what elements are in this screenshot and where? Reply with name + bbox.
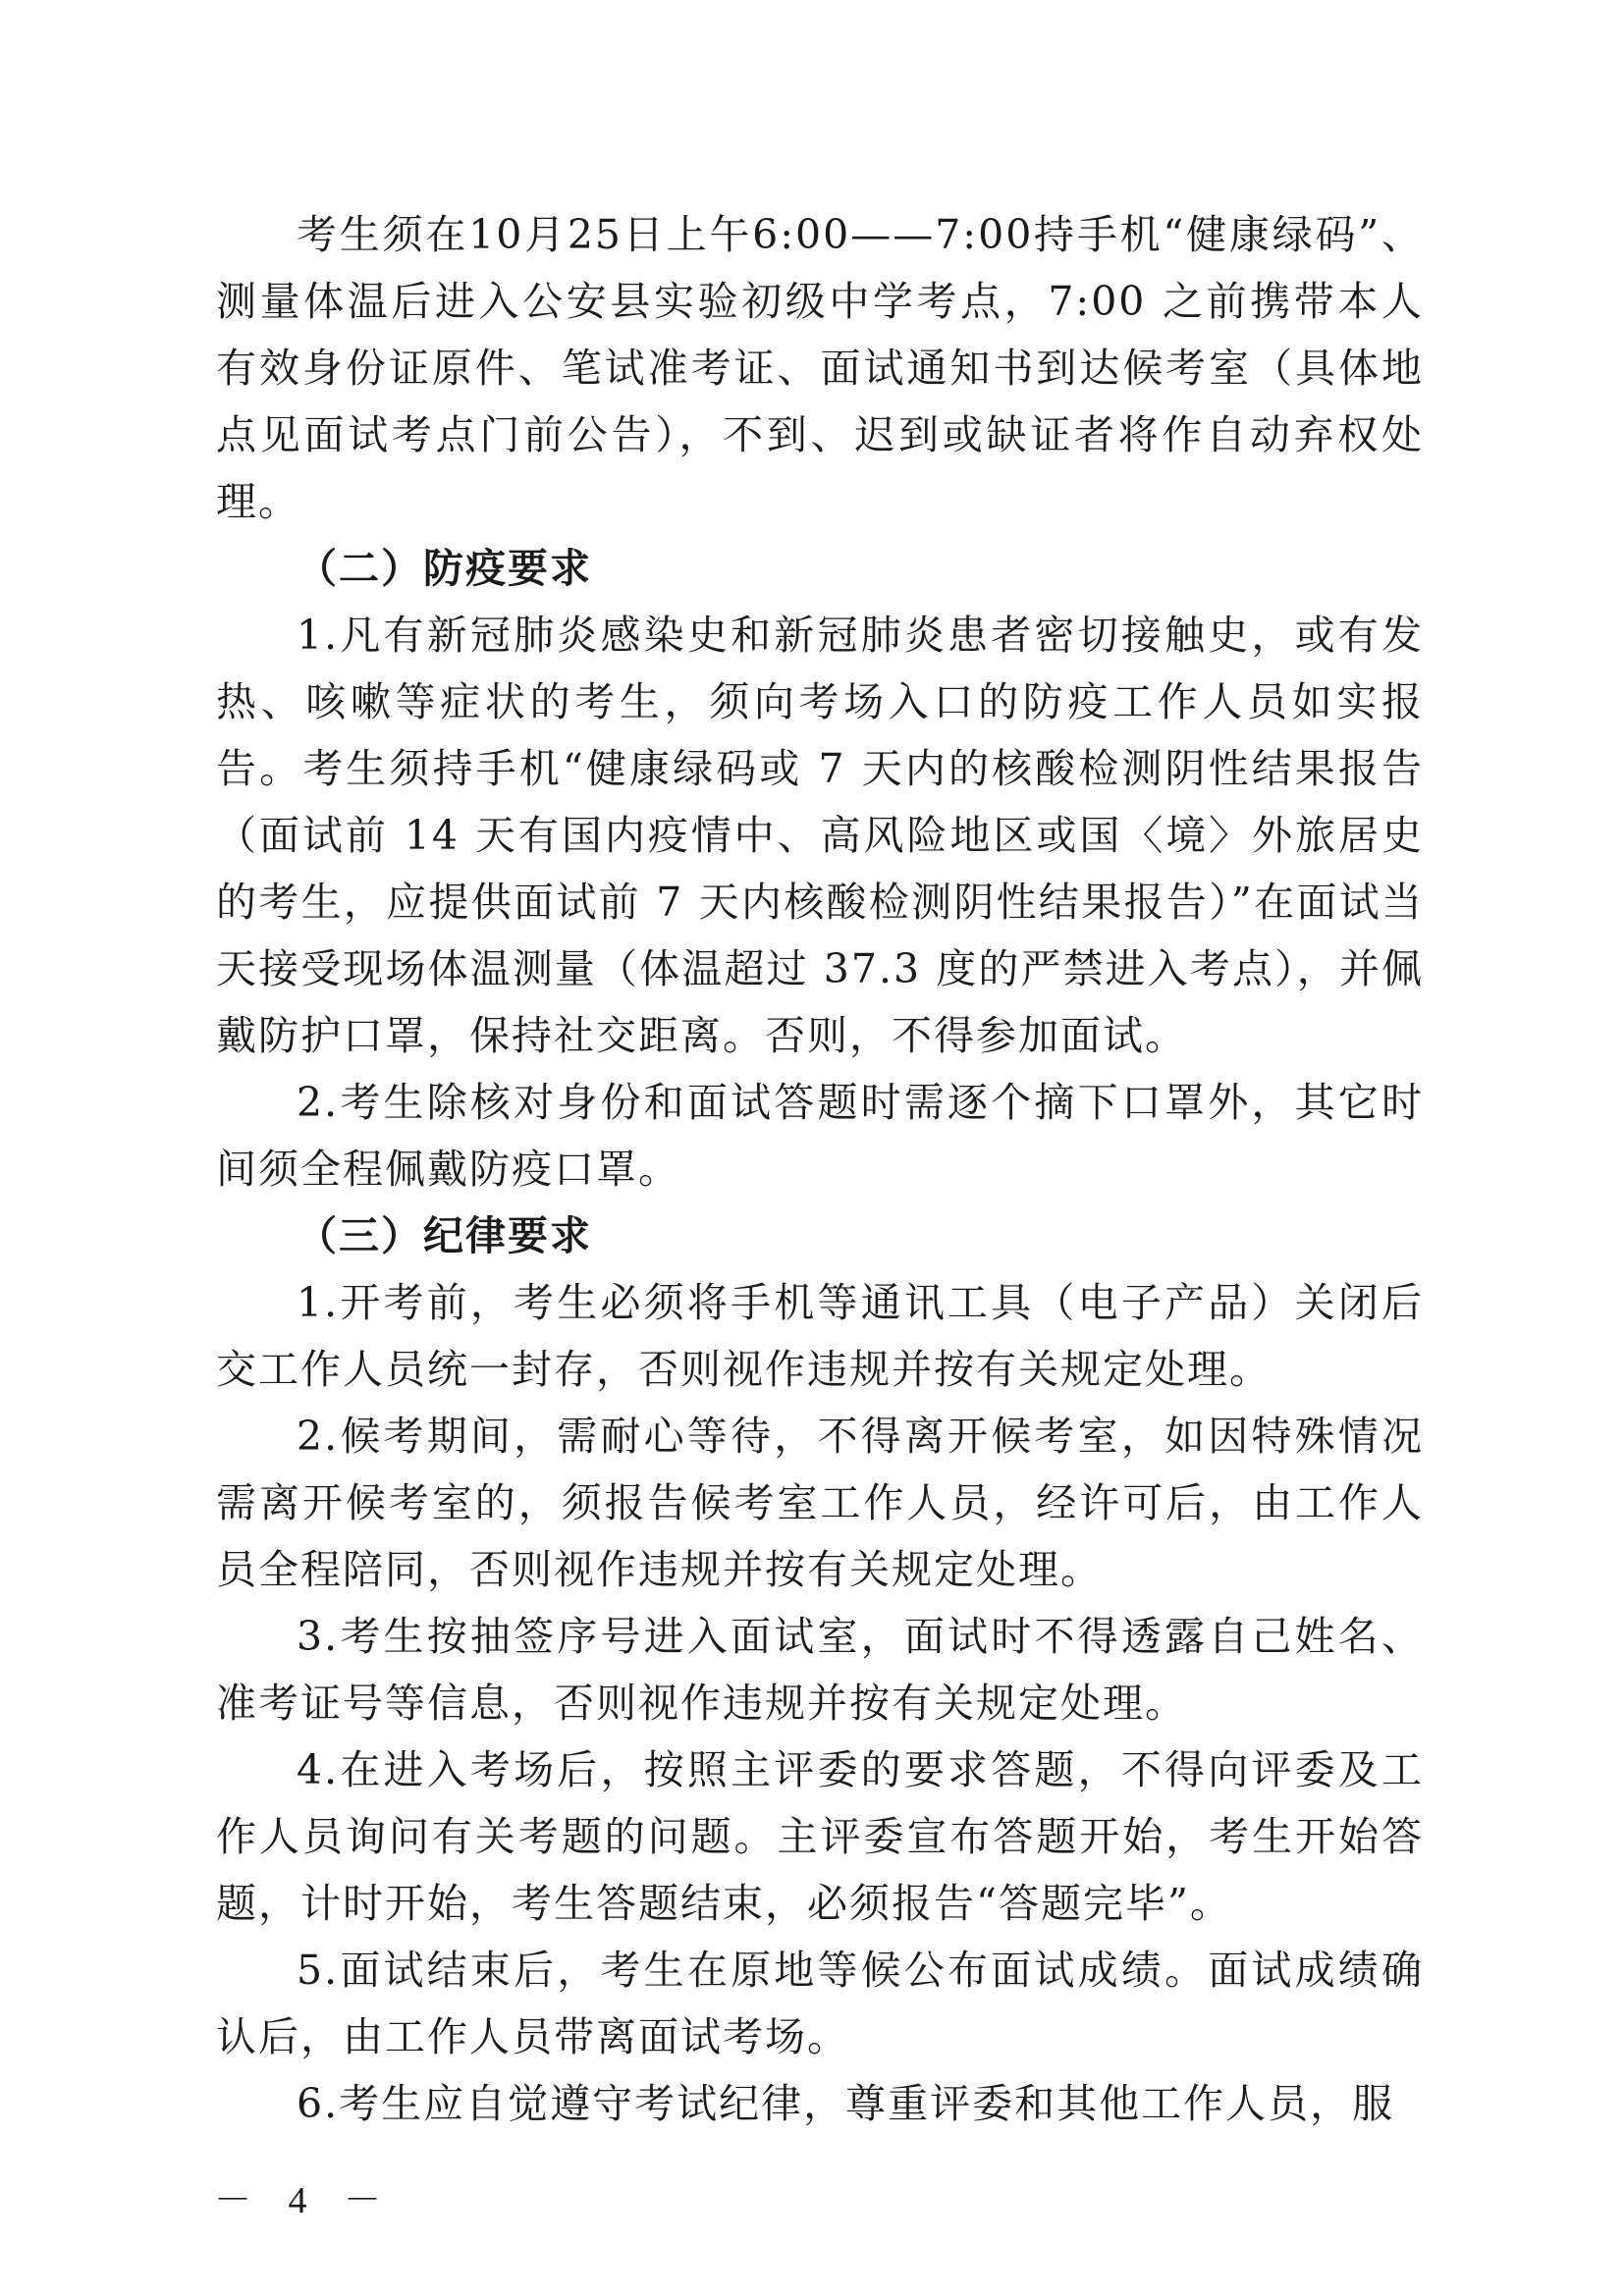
paragraph-discipline-rule-6: 6.考生应自觉遵守考试纪律，尊重评委和其他工作人员，服 (297, 2080, 1395, 2127)
paragraph-arrival-instructions: 考生须在10月25日上午6:00——7:00持手机“健康绿码”、测量体温后进入公安县实验初级中学考点，7:00 之前携带本人有效身份证原件、笔试准考证、面试通知书到达候考室（具体地点见面试考点门前公告），不到、迟到或缺证者将作自动弃权处理。 (216, 211, 1424, 525)
section-heading-discipline: （三）纪律要求 (297, 1212, 592, 1259)
page-number: － 4 － (214, 2180, 396, 2221)
paragraph-discipline-rule-2: 2.候考期间，需耐心等待，不得离开候考室，如因特殊情况需离开候考室的，须报告候考室工作人员，经许可后，由工作人员全程陪同，否则视作违规并按有关规定处理。 (216, 1413, 1424, 1593)
document-body (216, 201, 1424, 2137)
section-heading-epidemic: （二）防疫要求 (297, 545, 592, 592)
paragraph-discipline-rule-4: 4.在进入考场后，按照主评委的要求答题，不得向评委及工作人员询问有关考题的问题。主评委宣布答题开始，考生开始答题，计时开始，考生答题结束，必须报告“答题完毕”。 (216, 1746, 1424, 1927)
paragraph-discipline-rule-5: 5.面试结束后，考生在原地等候公布面试成绩。面试成绩确认后，由工作人员带离面试考场。 (216, 1947, 1424, 2060)
paragraph-epidemic-rule-2: 2.考生除核对身份和面试答题时需逐个摘下口罩外，其它时间须全程佩戴防疫口罩。 (216, 1079, 1424, 1193)
paragraph-discipline-rule-1: 1.开考前，考生必须将手机等通讯工具（电子产品）关闭后交工作人员统一封存，否则视作违规并按有关规定处理。 (216, 1279, 1424, 1393)
paragraph-epidemic-rule-1: 1.凡有新冠肺炎感染史和新冠肺炎患者密切接触史，或有发热、咳嗽等症状的考生，须向考场入口的防疫工作人员如实报告。考生须持手机“健康绿码或 7 天内的核酸检测阴性结果报告（面试前 14 天有国内疫情中、高风险地区或国〈境〉外旅居史的考生，应提供面试前 7 天内核酸检测阴性结果报告）”在面试当天接受现场体温测量（体温超过 37.3 度的严禁进入考点），并佩戴防护口罩，保持社交距离。否则，不得参加面试。 (216, 612, 1424, 1059)
paragraph-discipline-rule-3: 3.考生按抽签序号进入面试室，面试时不得透露自己姓名、准考证号等信息，否则视作违规并按有关规定处理。 (216, 1613, 1424, 1727)
